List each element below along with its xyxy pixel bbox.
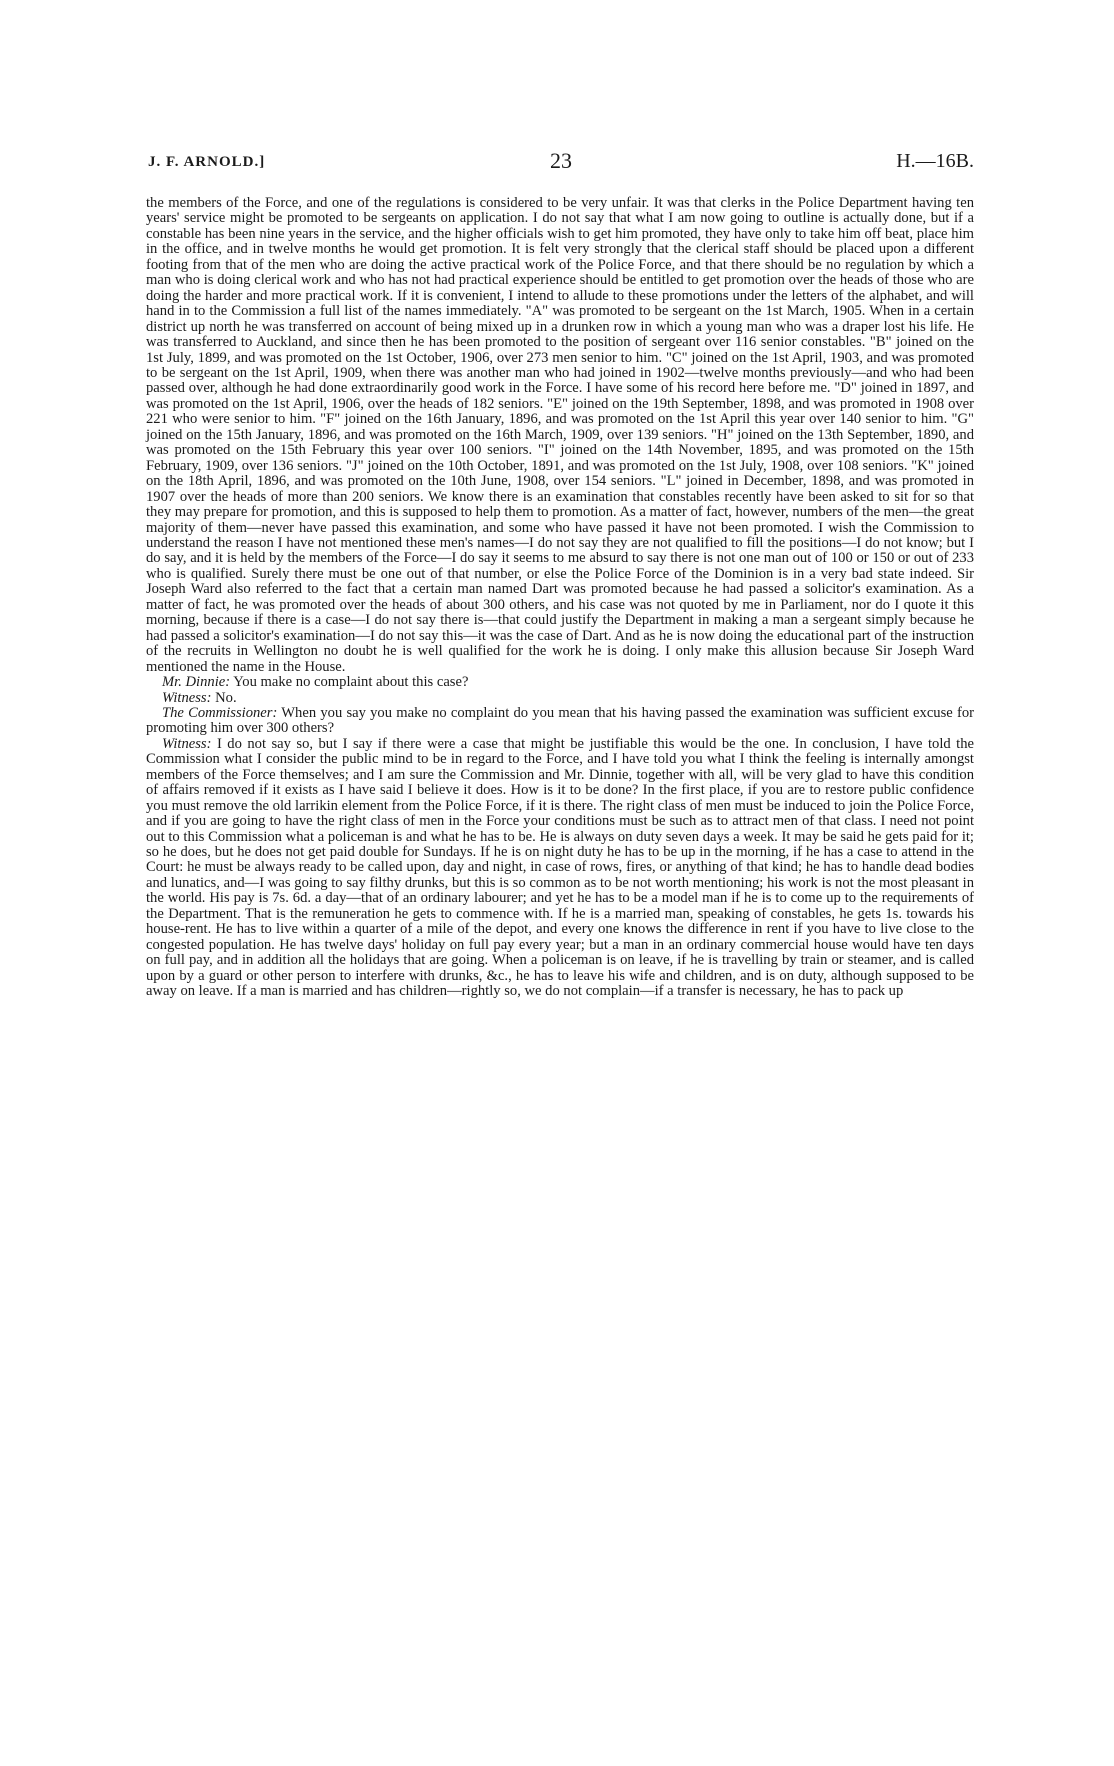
speaker-label: Mr. Dinnie: — [162, 674, 231, 691]
paragraph-continued-testimony — [146, 196, 974, 675]
page-header — [148, 148, 974, 178]
paragraph-question — [146, 675, 974, 690]
paragraph-text: When you say you make no complaint do you mean that his having passed the examination was sufficient excuse for promoting him over 300 others? — [146, 704, 974, 737]
document-reference: H.—16B. — [896, 150, 974, 172]
paragraph-text: You make no complaint about this case? — [233, 674, 469, 691]
paragraph-answer — [146, 737, 974, 1000]
speaker-label: Witness: — [162, 735, 212, 752]
paragraph-text: No. — [215, 689, 237, 706]
paragraph-text: the members of the Force, and one of the regulations is considered to be very unfair. It was that clerks in the Police Department having ten years' service might be promoted to be sergeants on application. I do not say that what I am now going to outline is actually done, but if a constable has been nine years in the service, and the higher officials wish to get him promoted, they have only to take him off beat, place him in the office, and in twelve months he would get promotion. It is felt very strongly that the clerical staff should be placed upon a different footing from that of the men who are doing the active practical work of the Police Force, and that there should be no regulation by which a man who is doing clerical work and who has not had practical experience should be entitled to get promotion over the heads of those who are doing the harder and more practical work. If it is convenient, I intend to allude to these promotions under the letters of the alphabet, and will hand in to the Commission a full list of the names immediately. "A" was promoted to be sergeant on the 1st March, 1905. When in a certain district up north he was transferred on account of being mixed up in a drunken row in which a young man who was a draper lost his life. He was transferred to Auckland, and since then he has been promoted to the position of sergeant over 116 senior constables. "B" joined on the 1st July, 1899, and was promoted on the 1st October, 1906, over 273 men senior to him. "C" joined on the 1st April, 1903, and was promoted to be sergeant on the 1st April, 1909, when there was another man who had joined in 1902—twelve months previously—and who had been passed over, although he had done extraordinarily good work in the Force. I have some of his record here before me. "D" joined in 1897, and was promoted on the 1st April, 1906, over the heads of 182 seniors. "E" joined on the 19th September, 1898, and was promoted in 1908 over 221 who were senior to him. "F" joined on the 16th January, 1896, and was promoted on the 1st April this year over 140 senior to him. "G" joined on the 15th January, 1896, and was promoted on the 16th March, 1909, over 139 seniors. "H" joined on the 13th September, 1890, and was promoted on the 15th February this year over 100 seniors. "I" joined on the 14th November, 1895, and was promoted on the 15th February, 1909, over 136 seniors. "J" joined on the 10th October, 1891, and was promoted on the 1st July, 1908, over 108 seniors. "K" joined on the 18th April, 1896, and was promoted on the 10th June, 1908, over 154 seniors. "L" joined in December, 1898, and was promoted in 1907 over the heads of more than 200 seniors. We know there is an examination that constables recently have been asked to sit for so that they may prepare for promotion, and this is supposed to help them to promotion. As a matter of fact, however, numbers of the men—the great majority of them—never have passed this examination, and some who have passed it have not been promoted. I wish the Commission to understand the reason I have not mentioned these men's names—I do not say they are not qualified to fill the positions—I do not know; but I do say, and it is held by the members of the Force—I do say it seems to me absurd to say there is not one man out of 100 or 150 or out of 233 who is qualified. Surely there must be one out of that number, or else the Police Force of the Dominion is in a very bad state indeed. Sir Joseph Ward also referred to the fact that a certain man named Dart was promoted because he had passed a solicitor's examination. As a matter of fact, he was promoted over the heads of about 300 others, and his case was not quoted by me in Parliament, nor do I quote it this morning, because if there is a case—I do not say there is—that could justify the Department in making a man a sergeant simply because he had passed a solicitor's examination—I do not say this—it was the case of Dart. And as he is now doing the educational part of the instruction of the recruits in Wellington no doubt he is well qualified for the work he is doing. I only make this allusion because Sir Joseph Ward mentioned the name in the House. — [146, 195, 974, 675]
paragraph-question — [146, 706, 974, 737]
page-body — [146, 196, 974, 1000]
speaker-label: The Commissioner: — [162, 704, 278, 721]
speaker-label: Witness: — [162, 689, 212, 706]
paragraph-text: I do not say so, but I say if there were a case that might be justifiable this would be the one. In conclusion, I have told the Commission what I consider the public mind to be in regard to the Force, and I have told you what I think the feeling is internally amongst members of the Force themselves; and I am sure the Commission and Mr. Dinnie, together with all, will be very glad to have this condition of affairs removed if it exists as I have said I believe it does. How is it to be done? In the first place, if you are to restore public confidence you must remove the old larrikin element from the Police Force, if it is there. The right class of men must be induced to join the Police Force, and if you are going to have the right class of men in the Force your conditions must be such as to attract men of that class. I need not point out to this Commission what a policeman is and what he has to be. He is always on duty seven days a week. It may be said he gets paid for it; so he does, but he does not get paid double for Sundays. If he is on night duty he has to be up in the morning, if he has a case to attend in the Court: he must be always ready to be called upon, day and night, in case of rows, fires, or anything of that kind; he has to handle dead bodies and lunatics, and—I was going to say filthy drunks, but this is so common as to be not worth mentioning; his work is not the most pleasant in the world. His pay is 7s. 6d. a day—that of an ordinary labourer; and yet he has to be a model man if he is to come up to the requirements of the Department. That is the remuneration he gets to commence with. If he is a married man, speaking of constables, he gets 1s. towards his house-rent. He has to live within a quarter of a mile of the depot, and every one knows the difference in rent if you have to live close to the congested population. He has twelve days' holiday on full pay every year; but a man in an ordinary commercial house would have ten days on full pay, and in addition all the holidays that are going. When a policeman is on leave, if he is travelling by train or steamer, and is called upon by a guard or other person to interfere with drunks, &c., he has to leave his wife and children, and is on duty, although supposed to be away on leave. If a man is married and has children—rightly so, we do not complain—if a transfer is necessary, he has to pack up — [146, 735, 974, 1000]
running-head-witness: J. F. ARNOLD.] — [148, 154, 266, 170]
paragraph-answer — [146, 691, 974, 706]
page-number: 23 — [550, 148, 572, 173]
